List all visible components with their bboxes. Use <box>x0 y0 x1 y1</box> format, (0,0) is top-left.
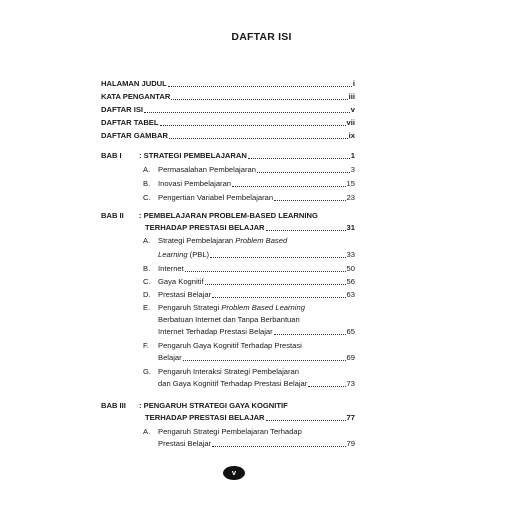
toc-entry-2e[interactable] <box>158 325 355 337</box>
dot-leader <box>266 230 346 231</box>
toc-entry-label: Pengertian Variabel Pembelajaran <box>158 193 274 202</box>
item-letter: A. <box>143 427 151 436</box>
item-letter: G. <box>143 367 152 376</box>
chapter-title: : PEMBELAJARAN PROBLEM-BASED LEARNING <box>139 211 318 220</box>
toc-chapter-2[interactable] <box>145 221 355 233</box>
toc-entry-label: Pengaruh Gaya Kognitif Terhadap Prestasi <box>158 341 302 350</box>
dot-leader <box>183 360 346 361</box>
toc-entry-label: dan Gaya Kognitif Terhadap Prestasi Belajar <box>158 379 308 388</box>
toc-entry-label: DAFTAR ISI <box>101 105 144 114</box>
dot-leader <box>257 172 350 173</box>
text-italic: Problem Based Learning <box>221 303 305 312</box>
toc-entry-label: Internet Terhadap Prestasi Belajar <box>158 327 273 336</box>
toc-entry-page: 15 <box>346 179 355 188</box>
text-plain: Strategi Pembelajaran <box>158 236 236 245</box>
toc-entry-label: Inovasi Pembelajaran <box>158 179 232 188</box>
toc-entry-page: i <box>352 79 355 88</box>
item-letter: C. <box>143 193 151 202</box>
toc-entry-page: 56 <box>346 277 355 286</box>
dot-leader <box>210 257 345 258</box>
toc-entry-page: 77 <box>346 413 355 422</box>
toc-entry-label: Gaya Kognitif <box>158 277 204 286</box>
toc-entry-2b[interactable] <box>158 262 355 274</box>
item-letter: D. <box>143 290 151 299</box>
toc-entry-label: Pengaruh Strategi Pembelajaran Terhadap <box>158 427 302 436</box>
toc-entry-label: DAFTAR GAMBAR <box>101 131 168 140</box>
toc-entry-label <box>158 303 305 313</box>
toc-entry-label: Prestasi Belajar <box>158 290 212 299</box>
toc-entry-daftar-isi[interactable] <box>101 103 355 115</box>
dot-leader <box>274 334 346 335</box>
dot-leader <box>308 386 345 387</box>
item-letter: A. <box>143 165 151 174</box>
item-letter: A. <box>143 236 151 245</box>
page-title: DAFTAR ISI <box>231 31 292 43</box>
chapter-number: BAB III <box>101 401 126 410</box>
toc-entry-label: KATA PENGANTAR <box>101 92 171 101</box>
toc-entry-page: 63 <box>346 290 355 299</box>
toc-entry-label: Internet <box>158 264 184 273</box>
toc-entry-halaman-judul[interactable] <box>101 77 355 89</box>
toc-entry-label: DAFTAR TABEL <box>101 118 159 127</box>
toc-entry-page: vii <box>346 118 355 127</box>
toc-entry-page: 65 <box>346 327 355 336</box>
toc-entry-label <box>158 250 209 260</box>
toc-entry-page: 1 <box>350 151 355 160</box>
toc-entry-1c[interactable] <box>158 191 355 203</box>
toc-entry-label: HALAMAN JUDUL <box>101 79 167 88</box>
chapter-number: BAB II <box>101 211 124 220</box>
toc-entry-label: Permasalahan Pembelajaran <box>158 165 256 174</box>
dot-leader <box>168 86 352 87</box>
item-letter: E. <box>143 303 151 312</box>
toc-entry-page: 73 <box>346 379 355 388</box>
toc-entry-1a[interactable] <box>158 163 355 175</box>
dot-leader <box>266 420 346 421</box>
toc-entry-page: 69 <box>346 353 355 362</box>
chapter-title-cont: TERHADAP PRESTASI BELAJAR <box>145 223 265 232</box>
dot-leader <box>169 138 348 139</box>
toc-entry-2c[interactable] <box>158 275 355 287</box>
dot-leader <box>212 297 345 298</box>
toc-entry-page: 23 <box>346 193 355 202</box>
dot-leader <box>144 112 350 113</box>
dot-leader <box>232 186 346 187</box>
dot-leader <box>185 271 346 272</box>
text-italic: Learning <box>158 250 188 259</box>
toc-entry-label: Prestasi Belajar <box>158 439 212 448</box>
toc-entry-page: 33 <box>346 250 355 259</box>
dot-leader <box>205 284 346 285</box>
toc-entry-2d[interactable] <box>158 288 355 300</box>
toc-entry-page: v <box>350 105 355 114</box>
toc-entry-page: 31 <box>346 223 355 232</box>
toc-entry-label: Pengaruh Interaksi Strategi Pembelajaran <box>158 367 299 376</box>
item-letter: C. <box>143 277 151 286</box>
toc-entry-daftar-tabel[interactable] <box>101 116 355 128</box>
toc-entry-1b[interactable] <box>158 177 355 189</box>
dot-leader <box>212 446 345 447</box>
chapter-number: BAB I <box>101 151 122 160</box>
item-letter: B. <box>143 264 151 273</box>
toc-chapter-1[interactable] <box>139 149 355 161</box>
text-italic: Problem Based <box>235 236 288 245</box>
text-plain: (PBL) <box>187 250 210 259</box>
toc-entry-label-cont: Berbatuan Internet dan Tanpa Berbantuan <box>158 315 300 324</box>
item-letter: B. <box>143 179 151 188</box>
chapter-title: : STRATEGI PEMBELAJARAN <box>139 151 247 160</box>
toc-entry-2f[interactable] <box>158 351 355 363</box>
dot-leader <box>171 99 347 100</box>
dot-leader <box>248 158 350 159</box>
dot-leader <box>274 200 345 201</box>
toc-entry-page: 3 <box>350 165 355 174</box>
page-number-badge: v <box>223 466 245 480</box>
toc-entry-page: ix <box>348 131 355 140</box>
item-letter: F. <box>143 341 149 350</box>
toc-entry-page: iii <box>348 92 355 101</box>
toc-entry-page: 79 <box>346 439 355 448</box>
toc-entry-3a[interactable] <box>158 437 355 449</box>
dot-leader <box>160 125 346 126</box>
toc-entry-label: Belajar <box>158 353 182 362</box>
chapter-title: : PENGARUH STRATEGI GAYA KOGNITIF <box>139 401 288 410</box>
toc-entry-2a[interactable] <box>158 248 355 260</box>
toc-chapter-3[interactable] <box>145 411 355 423</box>
chapter-title-cont: TERHADAP PRESTASI BELAJAR <box>145 413 265 422</box>
text-plain: Pengaruh Strategi <box>158 303 222 312</box>
toc-entry-daftar-gambar[interactable] <box>101 129 355 141</box>
toc-entry-label <box>158 236 287 246</box>
toc-entry-page: 50 <box>346 264 355 273</box>
toc-entry-2g[interactable] <box>158 377 355 389</box>
toc-entry-kata-pengantar[interactable] <box>101 90 355 102</box>
